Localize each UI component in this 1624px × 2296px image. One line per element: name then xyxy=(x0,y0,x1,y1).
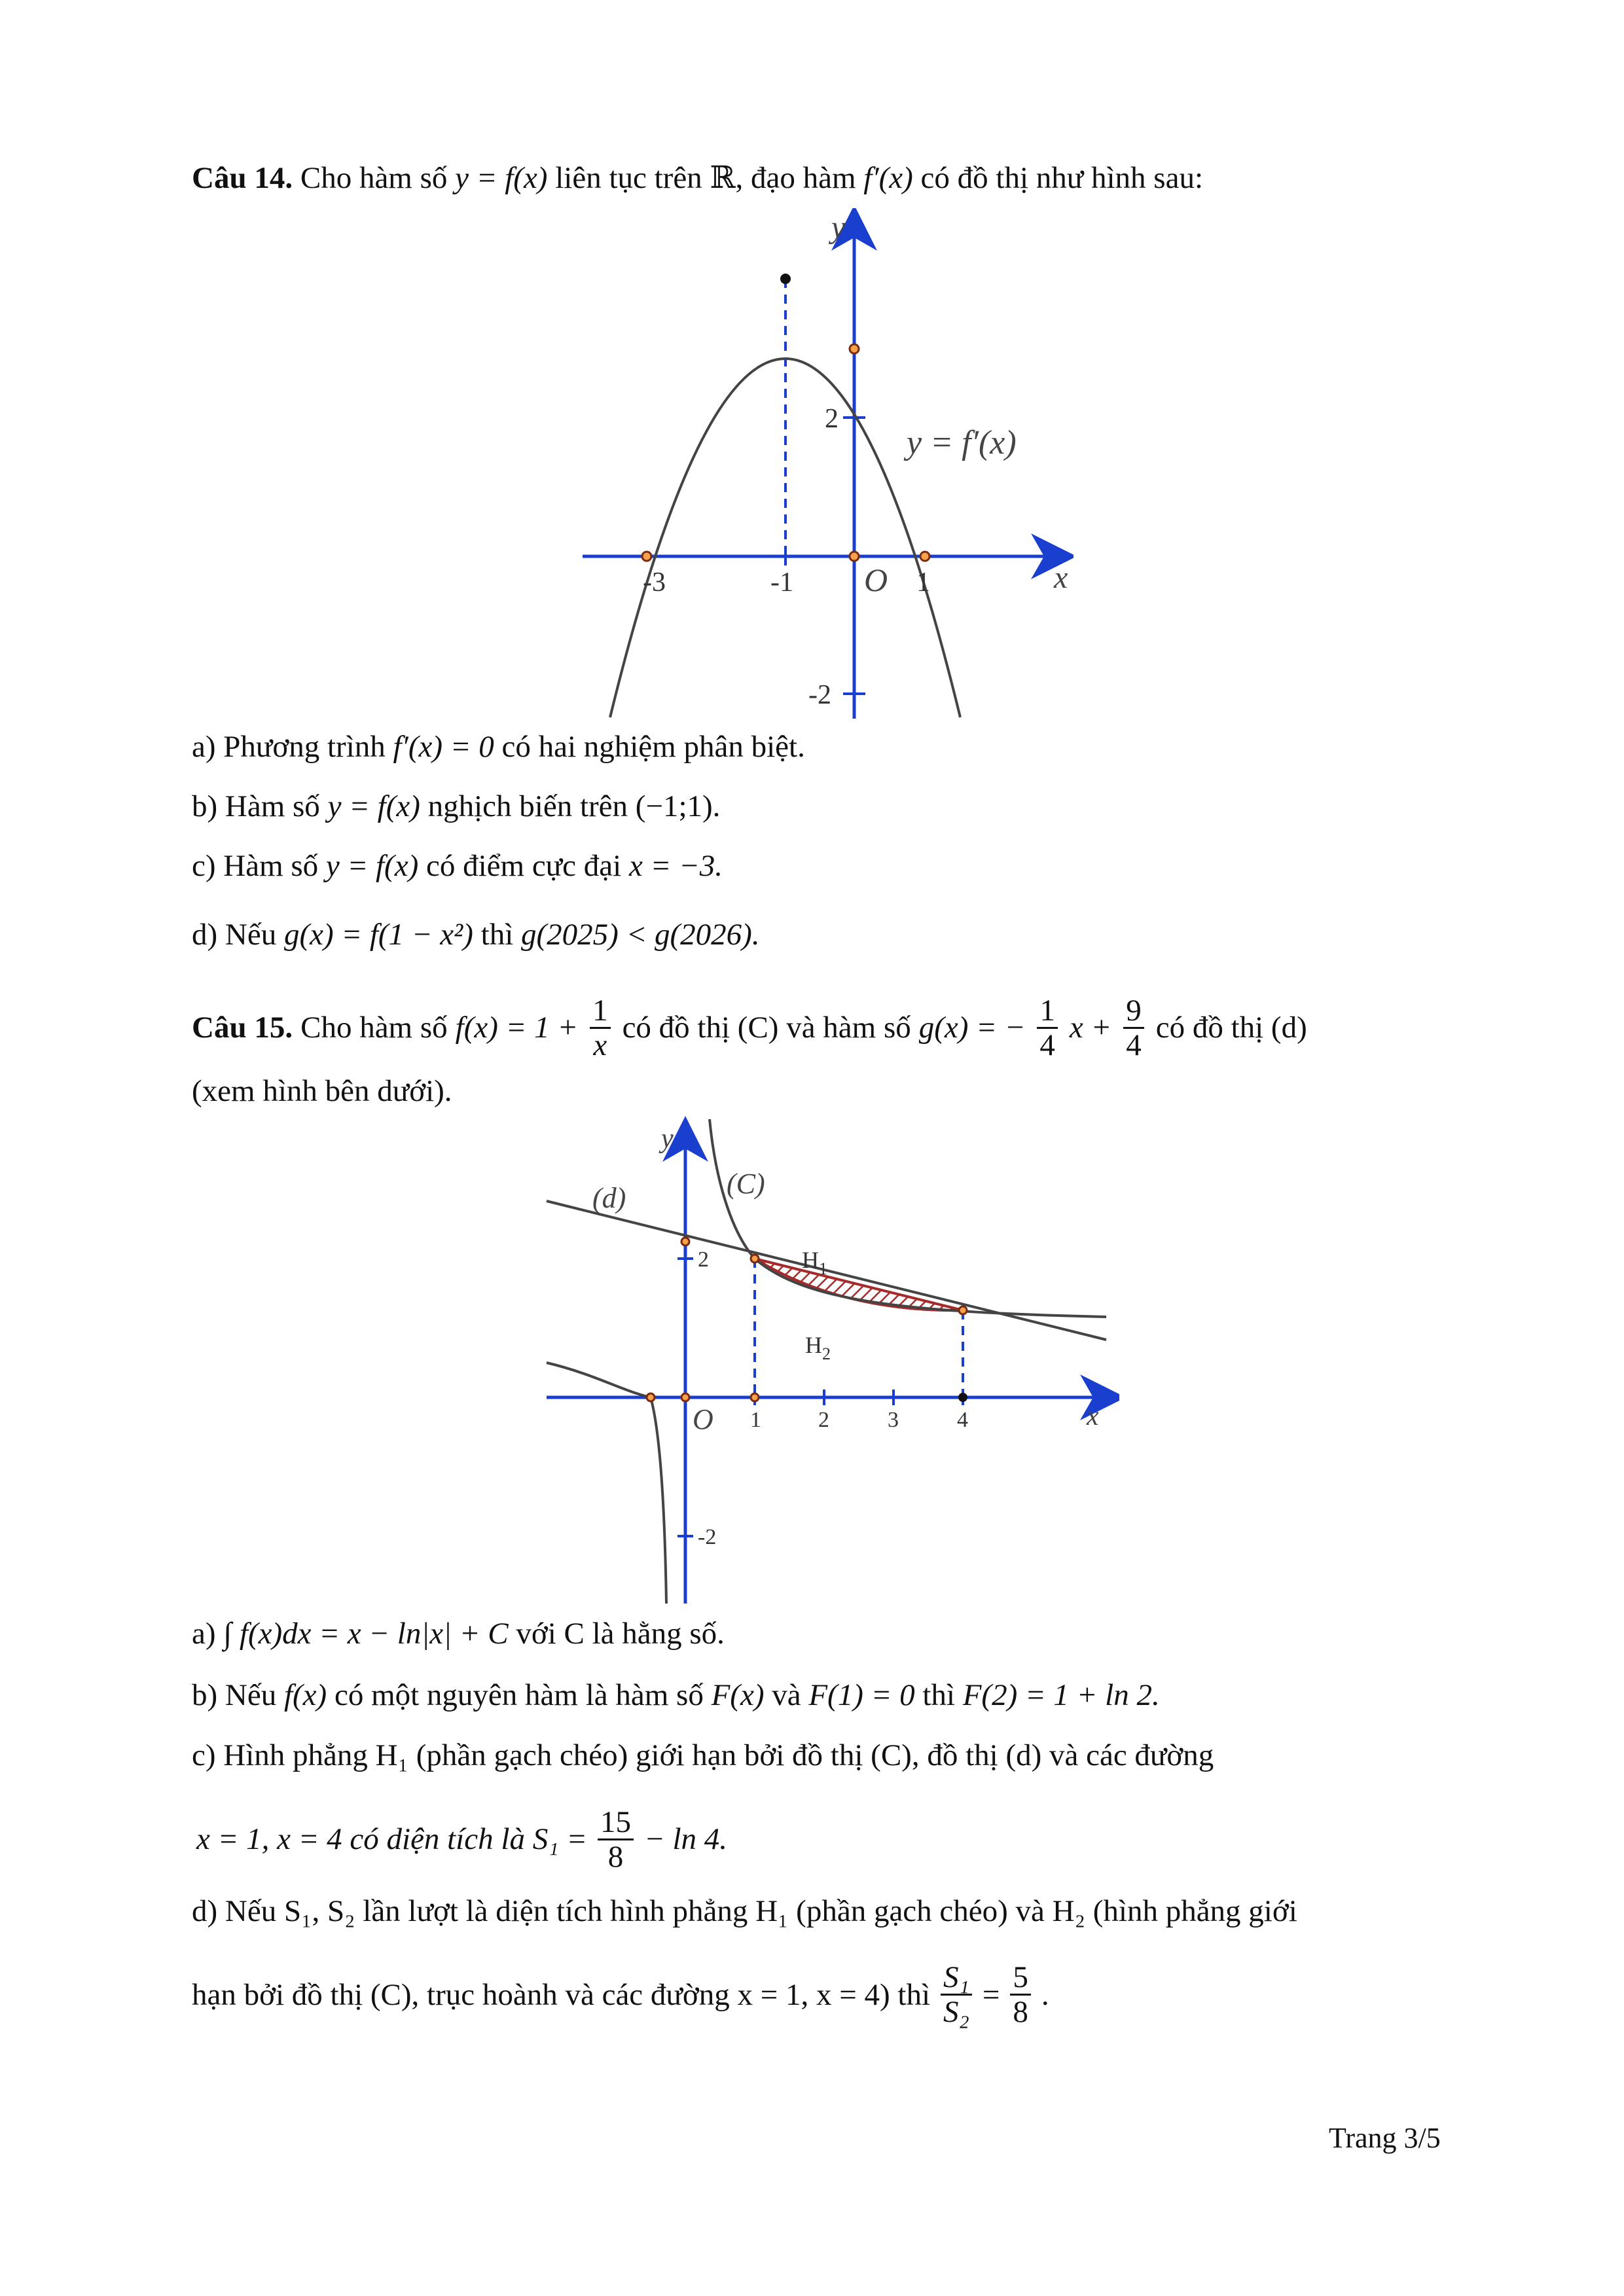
q14-item-c: c) Hàm số y = f(x) có điểm cực đại x = −3. xyxy=(192,849,723,883)
q14-x-label: x xyxy=(1054,560,1068,595)
q14-point-m3 xyxy=(642,552,651,561)
q15-label-d: (d) xyxy=(592,1182,626,1214)
q14-intro: Câu 14. Cho hàm số y = f(x) liên tục trên ℝ, đạo hàm f′(x) có đồ thị như hình sau: xyxy=(192,161,1204,195)
svg-text:1: 1 xyxy=(750,1408,761,1432)
q14-item-a: a) Phương trình f′(x) = 0 có hai nghiệm phân biệt. xyxy=(192,730,805,764)
q15-item-b: b) Nếu f(x) có một nguyên hàm là hàm số F(x) và F(1) = 0 thì F(2) = 1 + ln 2. xyxy=(192,1678,1160,1712)
q14-tick-p1: 1 xyxy=(916,567,930,598)
q15-item-c-line1: c) Hình phẳng H₁ (phần gạch chéo) giới hạn bởi đồ thị (C), đồ thị (d) và các đường xyxy=(192,1738,1214,1772)
q15-label-C: (C) xyxy=(727,1168,765,1200)
svg-text:-2: -2 xyxy=(698,1525,717,1549)
q15-label-H1: $H_1$ xyxy=(802,1247,827,1278)
q14-point-origin xyxy=(850,552,859,561)
q15-graph xyxy=(543,1116,1119,1608)
svg-text:2: 2 xyxy=(698,1247,709,1272)
q15-label-H2: $H_2$ xyxy=(805,1332,831,1363)
q14-tick-y2: 2 xyxy=(825,404,839,434)
q15-d-fraction-lhs: $\frac{\text{S₁}}{\text{S₂}}$ xyxy=(941,1961,972,2028)
svg-text:2: 2 xyxy=(818,1408,829,1432)
q15-intro: Câu 15. Cho hàm số f(x) = 1 + $\frac{1}{x}$ có đồ thị (C) và hàm số g(x) = − $\frac{1}{4}$ x + $\frac{9}{4}$ có đồ thị (d) xyxy=(192,993,1307,1062)
q14-tick-m3: -3 xyxy=(643,567,666,598)
q15-d-fraction-rhs: $\frac{5}{8}$ xyxy=(1010,1961,1031,2028)
q15-item-d-line1: d) Nếu S₁, S₂ lần lượt là diện tích hình phẳng H₁ (phần gạch chéo) và H₂ (hình phẳng giới xyxy=(192,1894,1297,1928)
q15-label: Câu 15. xyxy=(192,1011,293,1045)
q15-y-label: y xyxy=(661,1124,674,1154)
q14-tick-ym2: -2 xyxy=(808,680,831,710)
q14-derivative-graph xyxy=(576,208,1074,725)
q14-label: Câu 14. xyxy=(192,161,293,195)
q14-origin-label: O xyxy=(864,562,888,598)
q14-y-label: y xyxy=(831,210,846,245)
q14-item-b: b) Hàm số y = f(x) nghịch biến trên (−1;1). xyxy=(192,789,721,823)
q15-item-c-line2: x = 1, x = 4 có diện tích là S₁ = $\frac{15}{8}$ − ln 4. xyxy=(196,1804,728,1874)
q14-tick-m1: -1 xyxy=(770,567,793,598)
q15-item-a: a) ∫ f(x)dx = x − ln|x| + C với C là hằng số. xyxy=(192,1617,725,1651)
q15-origin-label: O xyxy=(693,1403,713,1435)
q14-item-d: d) Nếu g(x) = f(1 − x²) thì g(2025) < g(2026). xyxy=(192,918,760,952)
q15-intro-line2: (xem hình bên dưới). xyxy=(192,1074,452,1108)
q15-g-fraction-1: $\frac{1}{4}$ xyxy=(1037,994,1058,1062)
q14-vertex-point xyxy=(780,274,791,284)
q14-curve-label: y = f′(x) xyxy=(907,424,1017,461)
q15-item-d-line2: hạn bởi đồ thị (C), trục hoành và các đường x = 1, x = 4) thì $\frac{\text{S₁}}{\text{S₂}}$ = $\frac{5}{8}$ . xyxy=(192,1960,1049,2029)
q15-curve-C-right xyxy=(710,1119,1106,1317)
q15-g-fraction-2: $\frac{9}{4}$ xyxy=(1123,994,1144,1062)
q14-point-y3 xyxy=(850,344,859,353)
q14-point-p1 xyxy=(920,552,929,561)
page-number: Trang 3/5 xyxy=(1329,2122,1441,2154)
q15-f-fraction: $\frac{1}{x}$ xyxy=(590,994,611,1062)
q15-x-label: x xyxy=(1087,1401,1099,1431)
q15-region-H1 xyxy=(755,1259,963,1310)
q15-c-fraction: $\frac{15}{8}$ xyxy=(598,1806,634,1873)
svg-text:3: 3 xyxy=(888,1408,899,1432)
svg-text:4: 4 xyxy=(957,1408,968,1432)
